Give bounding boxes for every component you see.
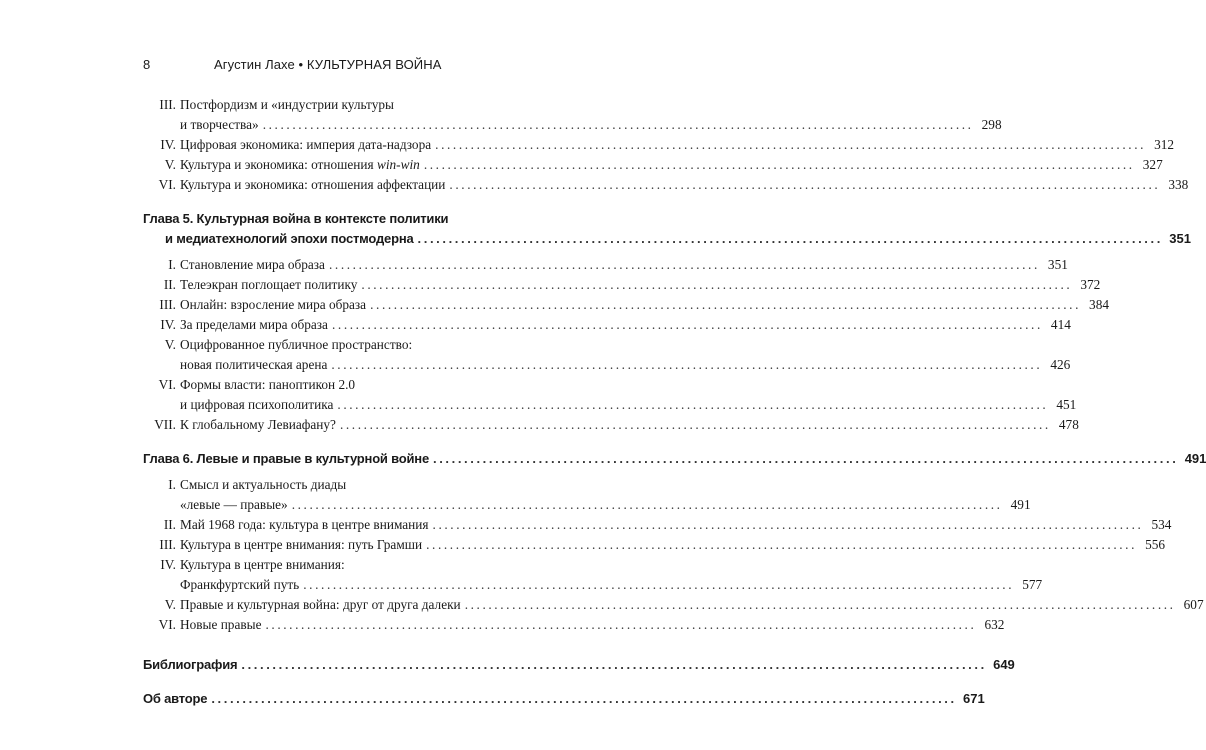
toc-entry-ch5-6[interactable]: [143, 375, 484, 395]
spacer: [143, 675, 484, 689]
toc-page-number: 671: [963, 691, 985, 706]
toc-entry-title: Постфордизм и «индустрии культуры: [180, 97, 394, 112]
toc-entry-ch5-6-cont[interactable]: [143, 395, 1077, 415]
table-of-contents: [143, 95, 1206, 709]
toc-entry-title: Становление мира образа: [180, 257, 325, 272]
toc-entry-ch5-5-cont[interactable]: [143, 355, 1071, 375]
toc-entry-number: IV.: [160, 557, 176, 572]
toc-entry-title: и цифровая психополитика: [180, 397, 334, 412]
toc-entry-4-digital-economy[interactable]: [143, 135, 1175, 155]
toc-page-number: 351: [1047, 257, 1068, 272]
toc-page-number: 414: [1050, 317, 1071, 332]
leader-dots: ........................................................................................................................: [426, 537, 1138, 552]
toc-page-number: 491: [1184, 451, 1206, 466]
toc-entry-title: За пределами мира образа: [180, 317, 328, 332]
toc-page-number: 478: [1058, 417, 1079, 432]
toc-entry-ch6-3[interactable]: [143, 535, 1166, 555]
toc-chapter-5-cont[interactable]: [143, 229, 1191, 249]
toc-entry-title: «левые — правые»: [180, 497, 288, 512]
toc-entry-title: Новые правые: [180, 617, 262, 632]
toc-chapter-6[interactable]: [143, 449, 1206, 469]
toc-page-number: 632: [984, 617, 1005, 632]
leader-dots: ........................................................................................................................: [331, 357, 1043, 372]
toc-entry-number: VII.: [154, 417, 176, 432]
toc-entry-ch5-4[interactable]: [143, 315, 1071, 335]
toc-entry-number: V.: [164, 597, 176, 612]
leader-dots: ........................................................................................................................: [331, 317, 1043, 332]
toc-page-number: 327: [1142, 157, 1163, 172]
leader-dots: ........................................................................................................................: [432, 517, 1144, 532]
toc-page-number: 351: [1169, 231, 1191, 246]
toc-entry-number: IV.: [160, 137, 176, 152]
toc-entry-number: II.: [163, 517, 176, 532]
leader-dots: ........................................................................................................................: [265, 617, 977, 632]
leader-dots: ........................................................................................................................: [211, 691, 957, 706]
toc-page-number: 649: [993, 657, 1015, 672]
toc-entry-ch6-4-cont[interactable]: [143, 575, 1043, 595]
toc-page-number: 426: [1050, 357, 1071, 372]
chapter-title: Глава 6. Левые и правые в культурной войне: [143, 451, 429, 466]
page-header: [0, 57, 600, 77]
title-italic: win-win: [376, 157, 420, 172]
leader-dots: ........................................................................................................................: [291, 497, 1003, 512]
toc-entry-title: К глобальному Левиафану?: [180, 417, 336, 432]
toc-entry-number: V.: [164, 157, 176, 172]
toc-entry-title: и творчества»: [180, 117, 259, 132]
toc-entry-number: III.: [159, 297, 176, 312]
toc-page-number: 372: [1080, 277, 1101, 292]
leader-dots: ........................................................................................................................: [464, 597, 1176, 612]
toc-entry-number: VI.: [158, 377, 176, 392]
leader-dots: ........................................................................................................................: [449, 177, 1161, 192]
toc-entry-title: Культура и экономика: отношения аффектации: [180, 177, 446, 192]
leader-dots: ........................................................................................................................: [423, 157, 1135, 172]
leader-dots: ........................................................................................................................: [328, 257, 1040, 272]
toc-entry-ch5-3[interactable]: [143, 295, 1109, 315]
toc-entry-number: V.: [164, 337, 176, 352]
toc-entry-title: Культура в центре внимания:: [180, 557, 345, 572]
toc-entry-title: Оцифрованное публичное пространство:: [180, 337, 413, 352]
toc-entry-ch6-1[interactable]: [143, 475, 484, 495]
toc-page-number: 577: [1022, 577, 1043, 592]
spacer: [143, 435, 484, 449]
toc-entry-title: новая политическая арена: [180, 357, 328, 372]
toc-entry-ch5-2[interactable]: [143, 275, 1101, 295]
running-head: Агустин Лахе • КУЛЬТУРНАЯ ВОЙНА: [214, 57, 442, 72]
toc-entry-ch6-2[interactable]: [143, 515, 1172, 535]
toc-entry-title: Май 1968 года: культура в центре внимания: [180, 517, 429, 532]
toc-entry-number: IV.: [160, 317, 176, 332]
toc-entry-3-postfordism[interactable]: [143, 95, 484, 115]
toc-page-number: 491: [1010, 497, 1031, 512]
toc-entry-title: Правые и культурная война: друг от друга далеки: [180, 597, 461, 612]
toc-entry-number: III.: [159, 97, 176, 112]
toc-entry-number: II.: [163, 277, 176, 292]
toc-entry-ch6-4[interactable]: [143, 555, 484, 575]
spacer: [143, 195, 484, 209]
toc-page-number: 556: [1145, 537, 1166, 552]
toc-entry-title: Формы власти: паноптикон 2.0: [180, 377, 356, 392]
chapter-title: Глава 5. Культурная война в контексте политики: [143, 211, 449, 226]
leader-dots: ........................................................................................................................: [262, 117, 974, 132]
toc-entry-ch6-6[interactable]: [143, 615, 1005, 635]
toc-entry-number: III.: [159, 537, 176, 552]
toc-page-number: 338: [1168, 177, 1189, 192]
toc-about-author[interactable]: [143, 689, 985, 709]
chapter-title: и медиатехнологий эпохи постмодерна: [165, 231, 414, 246]
leader-dots: ........................................................................................................................: [417, 231, 1163, 246]
toc-entry-title: Франкфуртский путь: [180, 577, 300, 592]
leader-dots: ........................................................................................................................: [337, 397, 1049, 412]
toc-page-number: 607: [1183, 597, 1204, 612]
toc-page-number: 534: [1151, 517, 1172, 532]
toc-entry-title: Культура в центре внимания: путь Грамши: [180, 537, 423, 552]
leader-dots: ........................................................................................................................: [241, 657, 987, 672]
leader-dots: ........................................................................................................................: [432, 451, 1179, 466]
toc-page-number: 312: [1154, 137, 1175, 152]
toc-entry-6-affectation[interactable]: [143, 175, 1189, 195]
toc-entry-5-win-win[interactable]: [143, 155, 1163, 175]
toc-entry-3-postfordism-cont[interactable]: [143, 115, 1002, 135]
page-number: 8: [143, 57, 151, 72]
toc-entry-title: [180, 155, 420, 175]
toc-entry-ch6-5[interactable]: [143, 595, 1204, 615]
toc-entry-number: I.: [168, 257, 176, 272]
toc-page-number: 451: [1056, 397, 1077, 412]
toc-page-number: 298: [981, 117, 1002, 132]
toc-entry-title: Цифровая экономика: империя дата-надзора: [180, 137, 432, 152]
chapter-title: Об авторе: [143, 691, 208, 706]
toc-entry-title: Смысл и актуальность диады: [180, 477, 347, 492]
toc-entry-number: VI.: [158, 617, 176, 632]
toc-entry-number: VI.: [158, 177, 176, 192]
toc-page-number: 384: [1089, 297, 1109, 312]
toc-entry-ch5-1[interactable]: [143, 255, 1068, 275]
chapter-title: Библиография: [143, 657, 238, 672]
toc-entry-ch6-1-cont[interactable]: [143, 495, 1031, 515]
spacer: [143, 635, 484, 649]
toc-bibliography[interactable]: [143, 655, 1015, 675]
toc-entry-ch5-5[interactable]: [143, 335, 484, 355]
leader-dots: ........................................................................................................................: [370, 297, 1081, 312]
toc-entry-title: Телеэкран поглощает политику: [180, 277, 358, 292]
toc-entry-title: Онлайн: взросление мира образа: [180, 297, 367, 312]
leader-dots: ........................................................................................................................: [435, 137, 1147, 152]
leader-dots: ........................................................................................................................: [361, 277, 1073, 292]
toc-entry-number: I.: [168, 477, 176, 492]
title-text: Культура и экономика: отношения: [180, 157, 377, 172]
toc-chapter-5[interactable]: [143, 209, 484, 229]
toc-entry-ch5-7[interactable]: [143, 415, 1079, 435]
leader-dots: ........................................................................................................................: [303, 577, 1015, 592]
leader-dots: ........................................................................................................................: [339, 417, 1051, 432]
